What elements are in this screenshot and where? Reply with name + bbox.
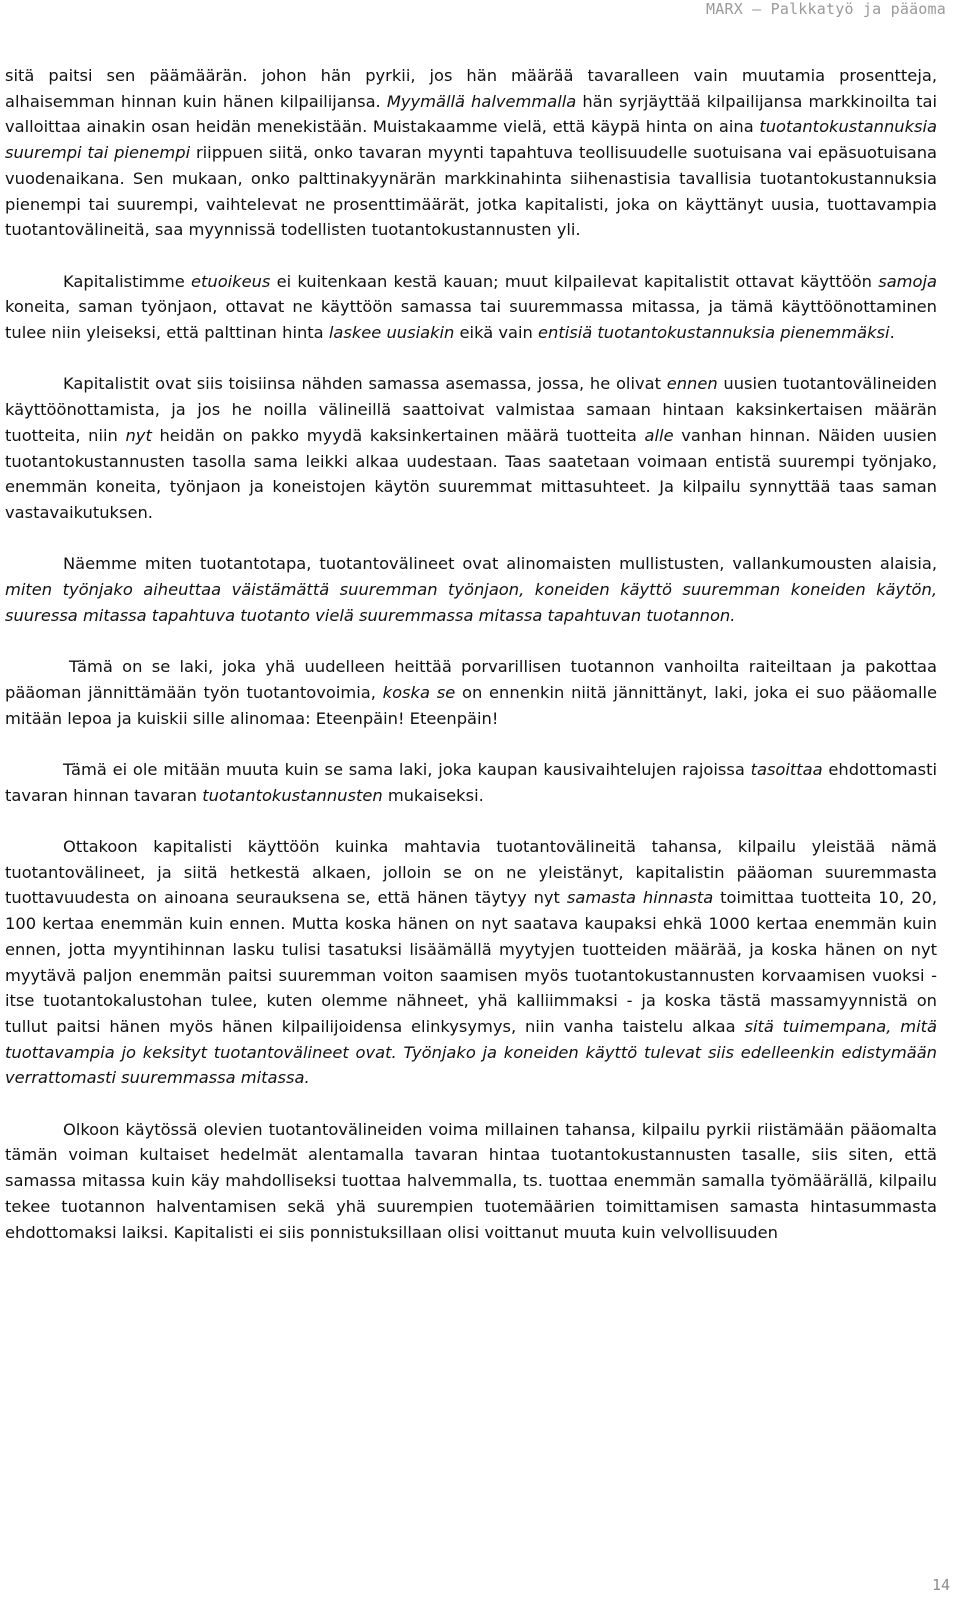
text-run: riippuen siitä, onko tavaran myynti tapahtuva teollisuudelle suotuisana vai epäsuotuisana vuodenaikana. Sen mukaan, onko palttinakyynärän markkinahinta siihenastisia tavallisia tuotantokustannuksia pienempi tai suurempi, vaihtelevat ne prosenttimäärät, jotka kapitalisti, joka on käyttänyt uusia, tuottavampia tuotantovälineitä, saa myynnissä todellisten tuotantokustannusten yli.: [5, 143, 937, 240]
emphasized-text: tuotantokustannuksia suurempi tai pienempi: [5, 117, 937, 163]
emphasized-text: ennen: [666, 374, 718, 394]
page-number: 14: [931, 1576, 950, 1594]
paragraph: [5, 63, 937, 243]
text-run: sitä paitsi sen päämäärän. johon hän pyrkii, jos hän määrää tavaralleen vain muutamia prosentteja, alhaisemman hinnan kuin hänen kilpailijansa.: [5, 66, 937, 111]
text-run: koneita, saman työnjaon, ottavat ne käyttöön samassa tai suuremmassa mitassa, ja tämä käyttöönottaminen tulee niin yleiseksi, että palttinan hinta: [5, 297, 937, 343]
text-run: uusien tuotantovälineiden käyttöönottamista, ja jos he noilla välineillä saattoivat valmistaa samaan hintaan kaksinkertaisen määrän tuotteita, niin: [5, 374, 937, 445]
emphasized-text: nyt: [125, 425, 152, 445]
paragraph: [5, 757, 937, 808]
text-run: Kapitalistimme: [63, 271, 191, 291]
emphasized-text: miten työnjako aiheuttaa väistämättä suuremman työnjaon, koneiden käyttö suuremman koneiden käytön, suuressa mitassa tapahtuva tuotanto vielä suuremmassa mitassa tapahtuvan tuotannon.: [5, 580, 937, 625]
text-run: Kapitalistit ovat siis toisiinsa nähden samassa asemassa, jossa, he olivat: [63, 374, 667, 394]
text-run: ei kuitenkaan kestä kauan; muut kilpailevat kapitalistit ottavat käyttöön: [270, 271, 879, 291]
text-run: .: [889, 323, 895, 343]
text-run: mukaiseksi.: [382, 785, 484, 805]
emphasized-text: sitä tuimempana, mitä tuottavampia jo keksityt tuotantovälineet ovat. Työnjako ja koneiden käyttö tulevat siis edelleenkin edistymään verrattomasti suuremmassa mitassa.: [5, 1016, 937, 1088]
text-run: ehdottomasti tavaran hinnan tavaran: [5, 759, 937, 805]
paragraph: [5, 551, 937, 628]
emphasized-text: Myymällä halvemmalla: [386, 91, 577, 111]
text-run: hän syrjäyttää kilpailijansa markkinoilta tai valloittaa ainakin osan heidän menekistään. Muistakaamme vielä, että käypä hinta on aina: [5, 91, 938, 137]
body-text: [5, 63, 937, 1245]
text-run: vanhan hinnan. Näiden uusien tuotantokustannusten tasolla sama leikki alkaa uudestaan. Taas saatetaan voimaan entistä suurempi työnjako, enemmän koneita, työnjaon ja koneistojen käytön suuremmat mittasuhteet. Ja kilpailu synnyttää taas saman vastavaikutuksen.: [5, 425, 938, 522]
paragraph: [5, 834, 937, 1091]
text-run: Ottakoon kapitalisti käyttöön kuinka mahtavia tuotantovälineitä tahansa, kilpailu yleistää nämä tuotantovälineet, ja siitä hetkestä alkaen, jolloin se on ne yleistänyt, kapitalistin pääoman suuremmasta tuottavuudesta on ainoana seurauksena se, että hänen täytyy nyt: [5, 837, 937, 908]
emphasized-text: tasoittaa: [750, 759, 823, 779]
emphasized-text: samoja: [878, 271, 937, 291]
running-header-title: MARX – Palkkatyö ja pääoma: [706, 0, 946, 18]
text-run: toimittaa tuotteita 10, 20, 100 kertaa enemmän kuin ennen. Mutta koska hänen on nyt saatava kaupaksi ehkä 1000 kertaa enemmän kuin ennen, jotta myyntihinnan lasku tulisi tasatuksi lisäämällä myytyjen tuotteiden määrää, ja koska hänen on nyt myytävä paljon enemmän paitsi suuremman voiton saamisen myös tuotantokustannusten korvaamisen vuoksi - itse tuotantokalustohan tulee, kuten olemme nähneet, yhä kalliimmaksi - ja koska tästä massamyynnistä on tullut paitsi hänen myös hänen kilpailijoidensa elinkysymys, niin vanha taistelu alkaa: [5, 888, 937, 1036]
emphasized-text: koska se: [382, 682, 456, 702]
text-run: on ennenkin niitä jännittänyt, laki, joka ei suo pääomalle mitään lepoa ja kuiskii sille alinomaa: Eteenpäin! Eteenpäin!: [5, 682, 938, 728]
emphasized-text: entisiä tuotantokustannuksia pienemmäksi: [538, 323, 890, 343]
emphasized-text: tuotantokustannusten: [202, 785, 383, 805]
text-run: Tämä ei ole mitään muuta kuin se sama laki, joka kaupan kausivaihtelujen rajoissa: [63, 759, 751, 779]
emphasized-text: alle: [644, 425, 674, 445]
paragraph: [5, 371, 937, 525]
paragraph: [5, 654, 937, 731]
paragraph: [5, 269, 937, 346]
text-run: eikä vain: [454, 323, 538, 343]
emphasized-text: laskee uusiakin: [328, 323, 455, 343]
text-run: Näemme miten tuotantotapa, tuotantovälineet ovat alinomaisten mullistusten, vallankumousten alaisia,: [63, 554, 937, 574]
emphasized-text: etuoikeus: [190, 271, 271, 291]
text-run: Olkoon käytössä olevien tuotantovälineiden voima millainen tahansa, kilpailu pyrkii riistämään pääomalta tämän voiman kultaiset hedelmät alentamalla tavaran hintaa tuotantokustannusten tasalle, siis siten, että samassa mitassa kuin käy mahdolliseksi tuottaa halvemmalla, ts. tuottaa enemmän samalla työmäärällä, kilpailu tekee tuotannon halventamisen sekä yhä suurempien tuotemäärien toimittamisen samasta hintasummasta ehdottomaksi laiksi. Kapitalisti ei siis ponnistuksillaan olisi voittanut muuta kuin velvollisuuden: [5, 1119, 937, 1242]
text-run: heidän on pakko myydä kaksinkertainen määrä tuotteita: [151, 425, 645, 445]
text-run: Tämä on se laki, joka yhä uudelleen heittää porvarillisen tuotannon vanhoilta raiteiltaan ja pakottaa pääoman jännittämään työn tuotantovoimia,: [5, 657, 937, 702]
paragraph: [5, 1117, 937, 1246]
emphasized-text: samasta hinnasta: [566, 888, 714, 908]
